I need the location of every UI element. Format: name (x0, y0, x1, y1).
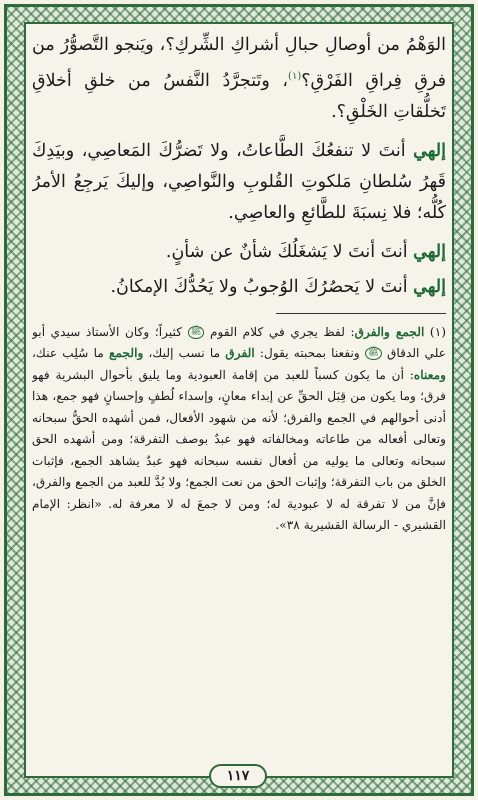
footnote-number: (١) (429, 324, 446, 339)
ilahi-heading: إلهي (413, 276, 446, 297)
paragraph-2: إلهي أنتَ لا تنفعُكَ الطَّاعاتُ، ولا تَضرُّكَ المَعاصِي، وبيَدِكَ قَهرُ سُلطانِ مَلكوتِ القُلوبِ والنَّواصِي، وإليكَ يَرجِعُ الأمرُ كُلُّه؛ فلا نِسبَةَ للطَّائعِ والعاصِي. (32, 140, 446, 223)
page-number: ١١٧ (209, 764, 267, 788)
footnote-text: (١) الجمع والفرق: لفظ يجري في كلام القوم ﷺ كثيراً؛ وكان الأستاذ سيدي أبو علي الدقاق ﷺ ونفعنا بمحبته يقول: الفرق ما نسب إليك، والجمع ما سُلِب عنك، ومعناه: أن ما يكون كسباً للعبد من إقامة العبودية وما يليق بأحوال البشرية فهو فرق؛ وما يكون من قِبَل الحقِّ عن إبداء معانٍ، وإسداء لُطفٍ وإحسانٍ فهو جمع، هذا أدنى أحوالهم في الجمع والفرق؛ لأنه من شهود الأفعال، فمن أشهده الحقُّ سبحانه وتعالى أفعاله من طاعاته ومخالفاته فهو عبدٌ بوصف التفرقة؛ ومن أشهده الحق سبحانه وتعالى ما يوليه من أفعال نفسه سبحانه فهو عبدٌ يشاهد الجمع، فإثبات الخلق من باب التفرقة؛ وإثبات الحق من نعت الجمع؛ ولا بُدَّ للعبد من الجمع والفرق، فإنَّ من لا تفرقة له لا عبودية له؛ ومن لا جمعَ له لا معرفة له. «انظر: الإمام القشيري - الرسالة القشيرية ٣٨». (32, 324, 446, 533)
paragraph-1: الوَهْمُ من أوصالِ حبالِ أشراكِ الشِّركِ؟، ويَنجو التَّصوُّرُ من فرقِ فِراقِ الفَرْقِ؟$^{(١)}$، وتَتجرَّدُ النَّفسُ من خلقِ أخلاقِ تَخلُّقاتِ الخَلْقِ؟. (32, 35, 446, 122)
honorific-icon: ﷺ (188, 326, 205, 339)
paragraph-4: إلهي أنتَ لا يَحصُرُكَ الوُجوبُ ولا يَحُدُّكَ الإمكانُ. (110, 276, 446, 297)
honorific-icon: ﷺ (365, 347, 382, 360)
footnote-divider (276, 313, 446, 314)
paragraph-3: إلهي أنتَ أنتَ لا يَشغَلُكَ شأنٌ عن شأنٍ. (165, 241, 446, 262)
main-text (32, 30, 446, 303)
footnote-term: الفرق (225, 346, 255, 361)
footnote-term: والجمع (108, 346, 144, 361)
footnote-ref[interactable]: (١) (288, 71, 302, 82)
ilahi-heading: إلهي (413, 241, 446, 262)
page-content (32, 30, 446, 758)
footnote-term: ومعناه (413, 367, 446, 382)
footnote-term: الجمع والفرق (354, 324, 425, 339)
ilahi-heading: إلهي (413, 140, 446, 161)
footnote (32, 322, 446, 537)
